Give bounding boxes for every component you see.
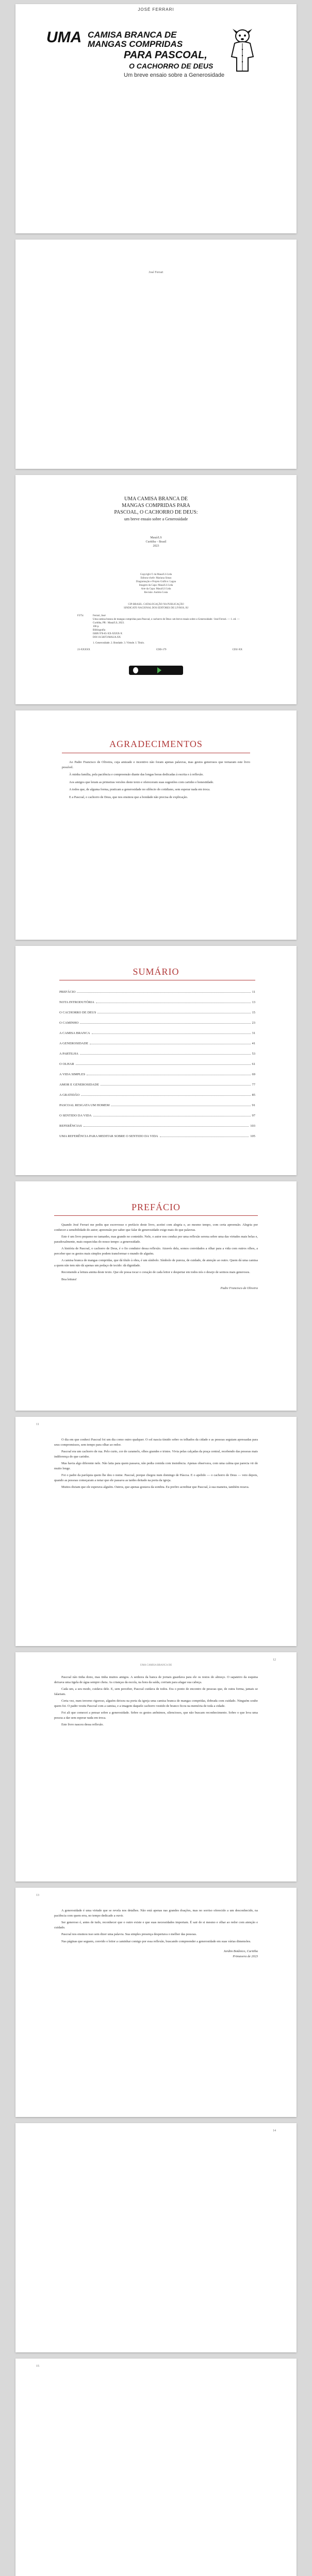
toc-row[interactable]: [59, 1124, 255, 1128]
toc-page: 91: [252, 1104, 255, 1107]
dog-illustration: [224, 27, 260, 73]
toc-row[interactable]: [59, 1021, 255, 1025]
preface-rule: [54, 1215, 258, 1216]
toc-page: 97: [252, 1114, 255, 1117]
ack-body: [62, 760, 250, 802]
catalog-code: F375c: [77, 615, 84, 617]
preface-para-6: Boa leitura!: [61, 1277, 77, 1281]
cover-subtitle: Um breve ensaio sobre a Generosidade: [124, 72, 225, 78]
toc-label: O OLHAR: [59, 1062, 74, 1066]
catalog-cdd: CDD-179: [156, 649, 167, 651]
toc-page: 23: [252, 1021, 255, 1025]
preface-para-1: Quando José Ferrari me pediu que escrevesse o prefácio deste livro, aceitei com alegria e, ao mesmo tempo, com certa apreensão. Alegria por conhecer a sensibilidade do autor; apreensão por saber que falar de generosidade exige mais do que palavras.: [54, 1223, 258, 1232]
toc-label: UMA REFERÊNCIA PARA MEDITAR SOBRE O SENTIDO DA VIDA: [59, 1134, 158, 1138]
toc-row[interactable]: [59, 1042, 255, 1045]
catalog-pages: 106 p.: [93, 625, 100, 628]
acknowledgements-page: [15, 710, 297, 940]
ack-para-1: Ao Padre Francisco de Oliveira, cuja amizade e incentivo não foram apenas palavras, mas gestos generosos que tornaram este livro possível.: [62, 760, 250, 769]
cover-page: [15, 4, 297, 233]
text-page: [15, 1888, 297, 2117]
toc-row[interactable]: [59, 1104, 255, 1107]
cover-title-uma: UMA: [46, 29, 82, 46]
toc-page: 41: [252, 1042, 255, 1045]
title-page-publisher-block: [15, 536, 297, 548]
credit-line-1: Copyright © da Mauá/LS Ltda: [140, 573, 172, 576]
chapter-para: Muitos diziam que ele esperava alguém. Outros, que apenas gostava da sombra. Eu prefiro acreditar que Pascoal, à sua maneira, também rezava.: [61, 1485, 250, 1489]
title-line-1: UMA CAMISA BRANCA DE: [124, 496, 188, 502]
preface-para-4: A camisa branca de mangas compridas, que dá título à obra, é um símbolo. Símbolo de pureza, de cuidado, de atenção ao outro. Quem dá uma camisa a quem não tem não dá apenas um pedaço de tecido: dá dignidade.: [54, 1259, 258, 1267]
credit-line-4: Imagem da Capa: Mauá/LS Ltda: [139, 584, 173, 587]
credit-line-5: Arte da Capa: Mauá/LS Ltda: [141, 588, 171, 590]
toc-row[interactable]: [59, 990, 255, 994]
toc-label: REFERÊNCIAS: [59, 1124, 82, 1128]
chapter-para: Ser generoso é, antes de tudo, reconhecer que o outro existe e que suas necessidades importam. É sair de si mesmo e olhar ao redor com atenção e cuidado.: [54, 1921, 258, 1929]
ack-para-4: A todos que, de alguma forma, praticam a generosidade no silêncio do cotidiano, sem esperar nada em troca.: [69, 788, 210, 791]
toc-label: O SENTIDO DA VIDA: [59, 1114, 92, 1117]
toc-row[interactable]: [59, 1011, 255, 1014]
title-page: [15, 475, 297, 704]
toc-label: A CAMISA BRANCA: [59, 1031, 90, 1035]
toc-label: O CACHORRO DE DEUS: [59, 1011, 96, 1014]
catalog-bottom-left: 23-XXXXX: [77, 649, 90, 651]
cover-title-line-1: CAMISA BRANCA DE: [88, 30, 177, 40]
app-store-badge: [129, 666, 183, 675]
chapter-para: Mas havia algo diferente nele. Não latia para quem passava, não pedia comida com insistência. Apenas observava, com uma calma que parecia vir de muito longe.: [54, 1462, 258, 1470]
catalog-header: [15, 603, 297, 610]
ack-para-3: Aos amigos que leram as primeiras versões deste texto e ofereceram suas sugestões com carinho e honestidade.: [69, 780, 214, 784]
toc-page: 103: [250, 1124, 255, 1128]
catalog-title: CIP-BRASIL. CATALOGAÇÃO NA PUBLICAÇÃO: [128, 603, 184, 606]
toc-page: 15: [252, 1011, 255, 1014]
publisher-year: 2023: [153, 545, 159, 548]
preface-para-5: Recomendo a leitura atenta deste texto. Que ele possa tocar o coração de cada leitor e despertar em todos nós o desejo de sermos mais generosos.: [61, 1270, 250, 1274]
cover-author: JOSÉ FERRARI: [138, 7, 174, 12]
toc-page: 13: [252, 1001, 255, 1004]
title-page-title: [15, 496, 297, 522]
publisher-city: Curitiba – Brasil: [145, 540, 167, 544]
chapter-para: Pascoal nos ensinou isso sem dizer uma palavra. Sua simples presença despertava o melhor das pessoas.: [61, 1933, 197, 1936]
toc-label: A GRATIDÃO: [59, 1093, 80, 1097]
ack-para-2: À minha família, pela paciência e compreensão diante das longas horas dedicadas à escrita e à reflexão.: [69, 773, 204, 776]
chapter-para: A generosidade é uma virtude que se revela nos detalhes. Não está apenas nas grandes doações, mas no sorriso oferecido a um desconhecido, na paciência com quem erra, no tempo dedicado a ouvir.: [54, 1909, 258, 1918]
catalog-author: Ferrari, José: [93, 615, 106, 617]
title-subtitle: um breve ensaio sobre a Generosidade: [124, 517, 188, 521]
catalog-isbn: ISBN 978-65-XX-XXXX-X: [93, 633, 123, 635]
toc-page: 85: [252, 1093, 255, 1097]
catalog-bottom-right: CDU-XX: [232, 649, 242, 651]
preface-body: [54, 1223, 258, 1291]
toc-row[interactable]: [59, 1093, 255, 1097]
title-line-3: PASCOAL, O CACHORRO DE DEUS:: [114, 510, 198, 515]
play-icon: [157, 667, 161, 673]
running-header: UMA CAMISA BRANCA DE: [140, 1664, 172, 1667]
toc-label: A VIDA SIMPLES: [59, 1073, 86, 1076]
toc-row[interactable]: [59, 1083, 255, 1087]
chapter-para: O dia em que conheci Pascoal foi um dia como outro qualquer. O sol nascia tímido sobre os telhados da cidade e as pessoas seguiam apressadas para seus compromissos, sem tempo para olhar ao redor.: [54, 1438, 258, 1447]
chapter-signature: Jardim Botânico, Curitiba: [223, 1950, 258, 1953]
toc-page: 11: [252, 990, 255, 994]
page-number: 15: [36, 2365, 39, 2368]
toc-label: NOTA INTRODUTÓRIA: [59, 1001, 94, 1004]
credit-line-2: Editora-chefe: Mariana Simas: [140, 577, 172, 580]
summary-page: [15, 946, 297, 1175]
summary-heading: SUMÁRIO: [133, 967, 179, 977]
blank-page: [15, 2359, 297, 2576]
chapter-para: Foi o padre da paróquia quem lhe deu o nome. Pascoal, porque chegou num domingo de Páscoa. E o apelido — o cachorro de Deus — veio depois, quando as pessoas começaram a notar que ele passava as tardes deitado na porta da igreja.: [54, 1473, 258, 1482]
toc-row[interactable]: [59, 1001, 255, 1004]
chapter-para: Certa vez, num inverno rigoroso, alguém deixou na porta da igreja uma camisa branca de mangas compridas, dobrada com cuidado. Ninguém soube quem foi. O padre vestiu Pascoal com a camisa, e a imagem daquele cachorro vestido de branco ficou na memória de toda a cidade.: [54, 1699, 258, 1708]
catalog-bib: Bibliografia: [93, 629, 106, 632]
chapter-para: Este livro nasceu dessa reflexão.: [61, 1723, 104, 1726]
toc-page: 77: [252, 1083, 255, 1087]
chapter-signature-2: Primavera de 2023: [233, 1954, 258, 1958]
toc-label: PASCOAL RESGATA UM HOMEM: [59, 1104, 110, 1107]
toc-row[interactable]: [59, 1052, 255, 1056]
catalog-sub: SINDICATO NACIONAL DOS EDITORES DE LIVROS, RJ: [123, 607, 189, 609]
toc-page: 105: [250, 1134, 255, 1138]
text-page: [15, 1652, 297, 1882]
title-line-2: MANGAS COMPRIDAS PARA: [122, 503, 190, 509]
half-title-author: José Ferrari: [149, 271, 163, 274]
toc-page: 69: [252, 1073, 255, 1076]
chapter-body-1: [54, 1437, 258, 1492]
chapter-para: Nas páginas que seguem, convido o leitor a caminhar comigo por essa reflexão, buscando compreender a generosidade em suas várias dimensões.: [61, 1939, 251, 1943]
toc-label: O CAMINHO: [59, 1021, 79, 1025]
toc-page: 53: [252, 1052, 255, 1056]
cover-title-line-4: O CACHORRO DE DEUS: [129, 62, 214, 70]
preface-para-2: Este é um livro pequeno no tamanho, mas grande no conteúdo. Nele, o autor nos conduz por uma reflexão serena sobre uma das virtudes mais belas e, paradoxalmente, mais esquecidas do nosso tempo: a generosidade.: [54, 1235, 258, 1244]
page-number: 13: [36, 1894, 39, 1897]
cover-title-line-2: MANGAS COMPRIDAS: [88, 39, 183, 49]
credits-block: [15, 573, 297, 595]
toc-label: A PARTILHA: [59, 1052, 79, 1056]
text-page: [15, 1417, 297, 1646]
catalog-desc: Uma camisa branca de mangas compridas para Pascoal, o cachorro de Deus: um breve ensaio sobre a Generosidade / José Ferrari. — 1. ed. — Curitiba, PR : Mauá/LS, 2023.: [93, 618, 240, 624]
chapter-para: Pascoal não tinha dono, mas tinha muitos amigos. A senhora da banca de jornais guardava para ele os restos do almoço. O sapateiro da esquina deixava uma tigela de água sempre cheia. As crianças da escola, na hora da saída, corriam para afagar sua cabeça.: [54, 1675, 258, 1684]
chapter-para: Cada um, a seu modo, cuidava dele. E, sem perceber, Pascoal cuidava de todos. Era o ponto de encontro de pessoas que, de outra forma, jamais se falariam.: [54, 1687, 258, 1696]
preface-signature: Padre Francisco de Oliveira: [220, 1286, 258, 1290]
ack-heading: AGRADECIMENTOS: [109, 739, 203, 749]
toc-row[interactable]: [59, 1114, 255, 1117]
publisher-name: Mauá/LS: [150, 536, 162, 539]
blank-page: [15, 2123, 297, 2352]
catalog-card: [77, 614, 242, 652]
chapter-body-2: [54, 1675, 258, 1730]
page-number: 12: [273, 1658, 276, 1662]
half-title-page: [15, 240, 297, 469]
toc-label: AMOR E GENEROSIDADE: [59, 1083, 99, 1087]
preface-page: [15, 1181, 297, 1411]
toc-label: PREFÁCIO: [59, 990, 76, 994]
toc-page: 31: [252, 1031, 255, 1035]
page-number: 11: [36, 1423, 39, 1426]
toc-row[interactable]: [59, 1073, 255, 1076]
credit-line-3: Diagramação e Projeto Gráfico: Lagoa: [136, 581, 176, 583]
toc-row[interactable]: [59, 1134, 255, 1138]
chapter-para: Pascoal era um cachorro de rua. Pelo curto, cor de caramelo, olhos grandes e tristes. Vivia pelas calçadas da praça central, recebendo das pessoas mais indiferença do que carinho.: [54, 1450, 258, 1459]
catalog-subjects: 1. Generosidade. 2. Bondade. 3. Virtude. I. Título.: [93, 642, 145, 645]
ack-para-5: E a Pascoal, o cachorro de Deus, que nos ensinou que a bondade não precisa de explicação.: [69, 795, 188, 799]
apple-icon: [133, 667, 138, 673]
catalog-doi: DOI 10.56072/MAUA.XX: [93, 636, 121, 639]
chapter-para: Foi ali que comecei a pensar sobre a generosidade. Sobre os gestos anônimos, silenciosos, que não buscam reconhecimento. Sobre o que leva uma pessoa a dar sem esperar nada em troca.: [54, 1711, 258, 1720]
toc-row[interactable]: [59, 1031, 255, 1035]
preface-heading: PREFÁCIO: [131, 1202, 181, 1212]
toc-page: 61: [252, 1062, 255, 1066]
toc-label: A GENEROSIDADE: [59, 1042, 89, 1045]
toc-row[interactable]: [59, 1062, 255, 1066]
page-number: 14: [273, 2129, 276, 2132]
credit-line-6: Revisão: Andréa Costa: [144, 591, 168, 594]
cover-title-line-3: PARA PASCOAL,: [124, 49, 207, 61]
preface-para-3: A história de Pascoal, o cachorro de Deus, é o fio condutor dessa reflexão. Através dela, somos convidados a olhar para a vida com outros olhos, a perceber que os gestos mais simples podem transformar o mundo de alguém.: [54, 1247, 258, 1256]
chapter-body-3: [54, 1908, 258, 1959]
